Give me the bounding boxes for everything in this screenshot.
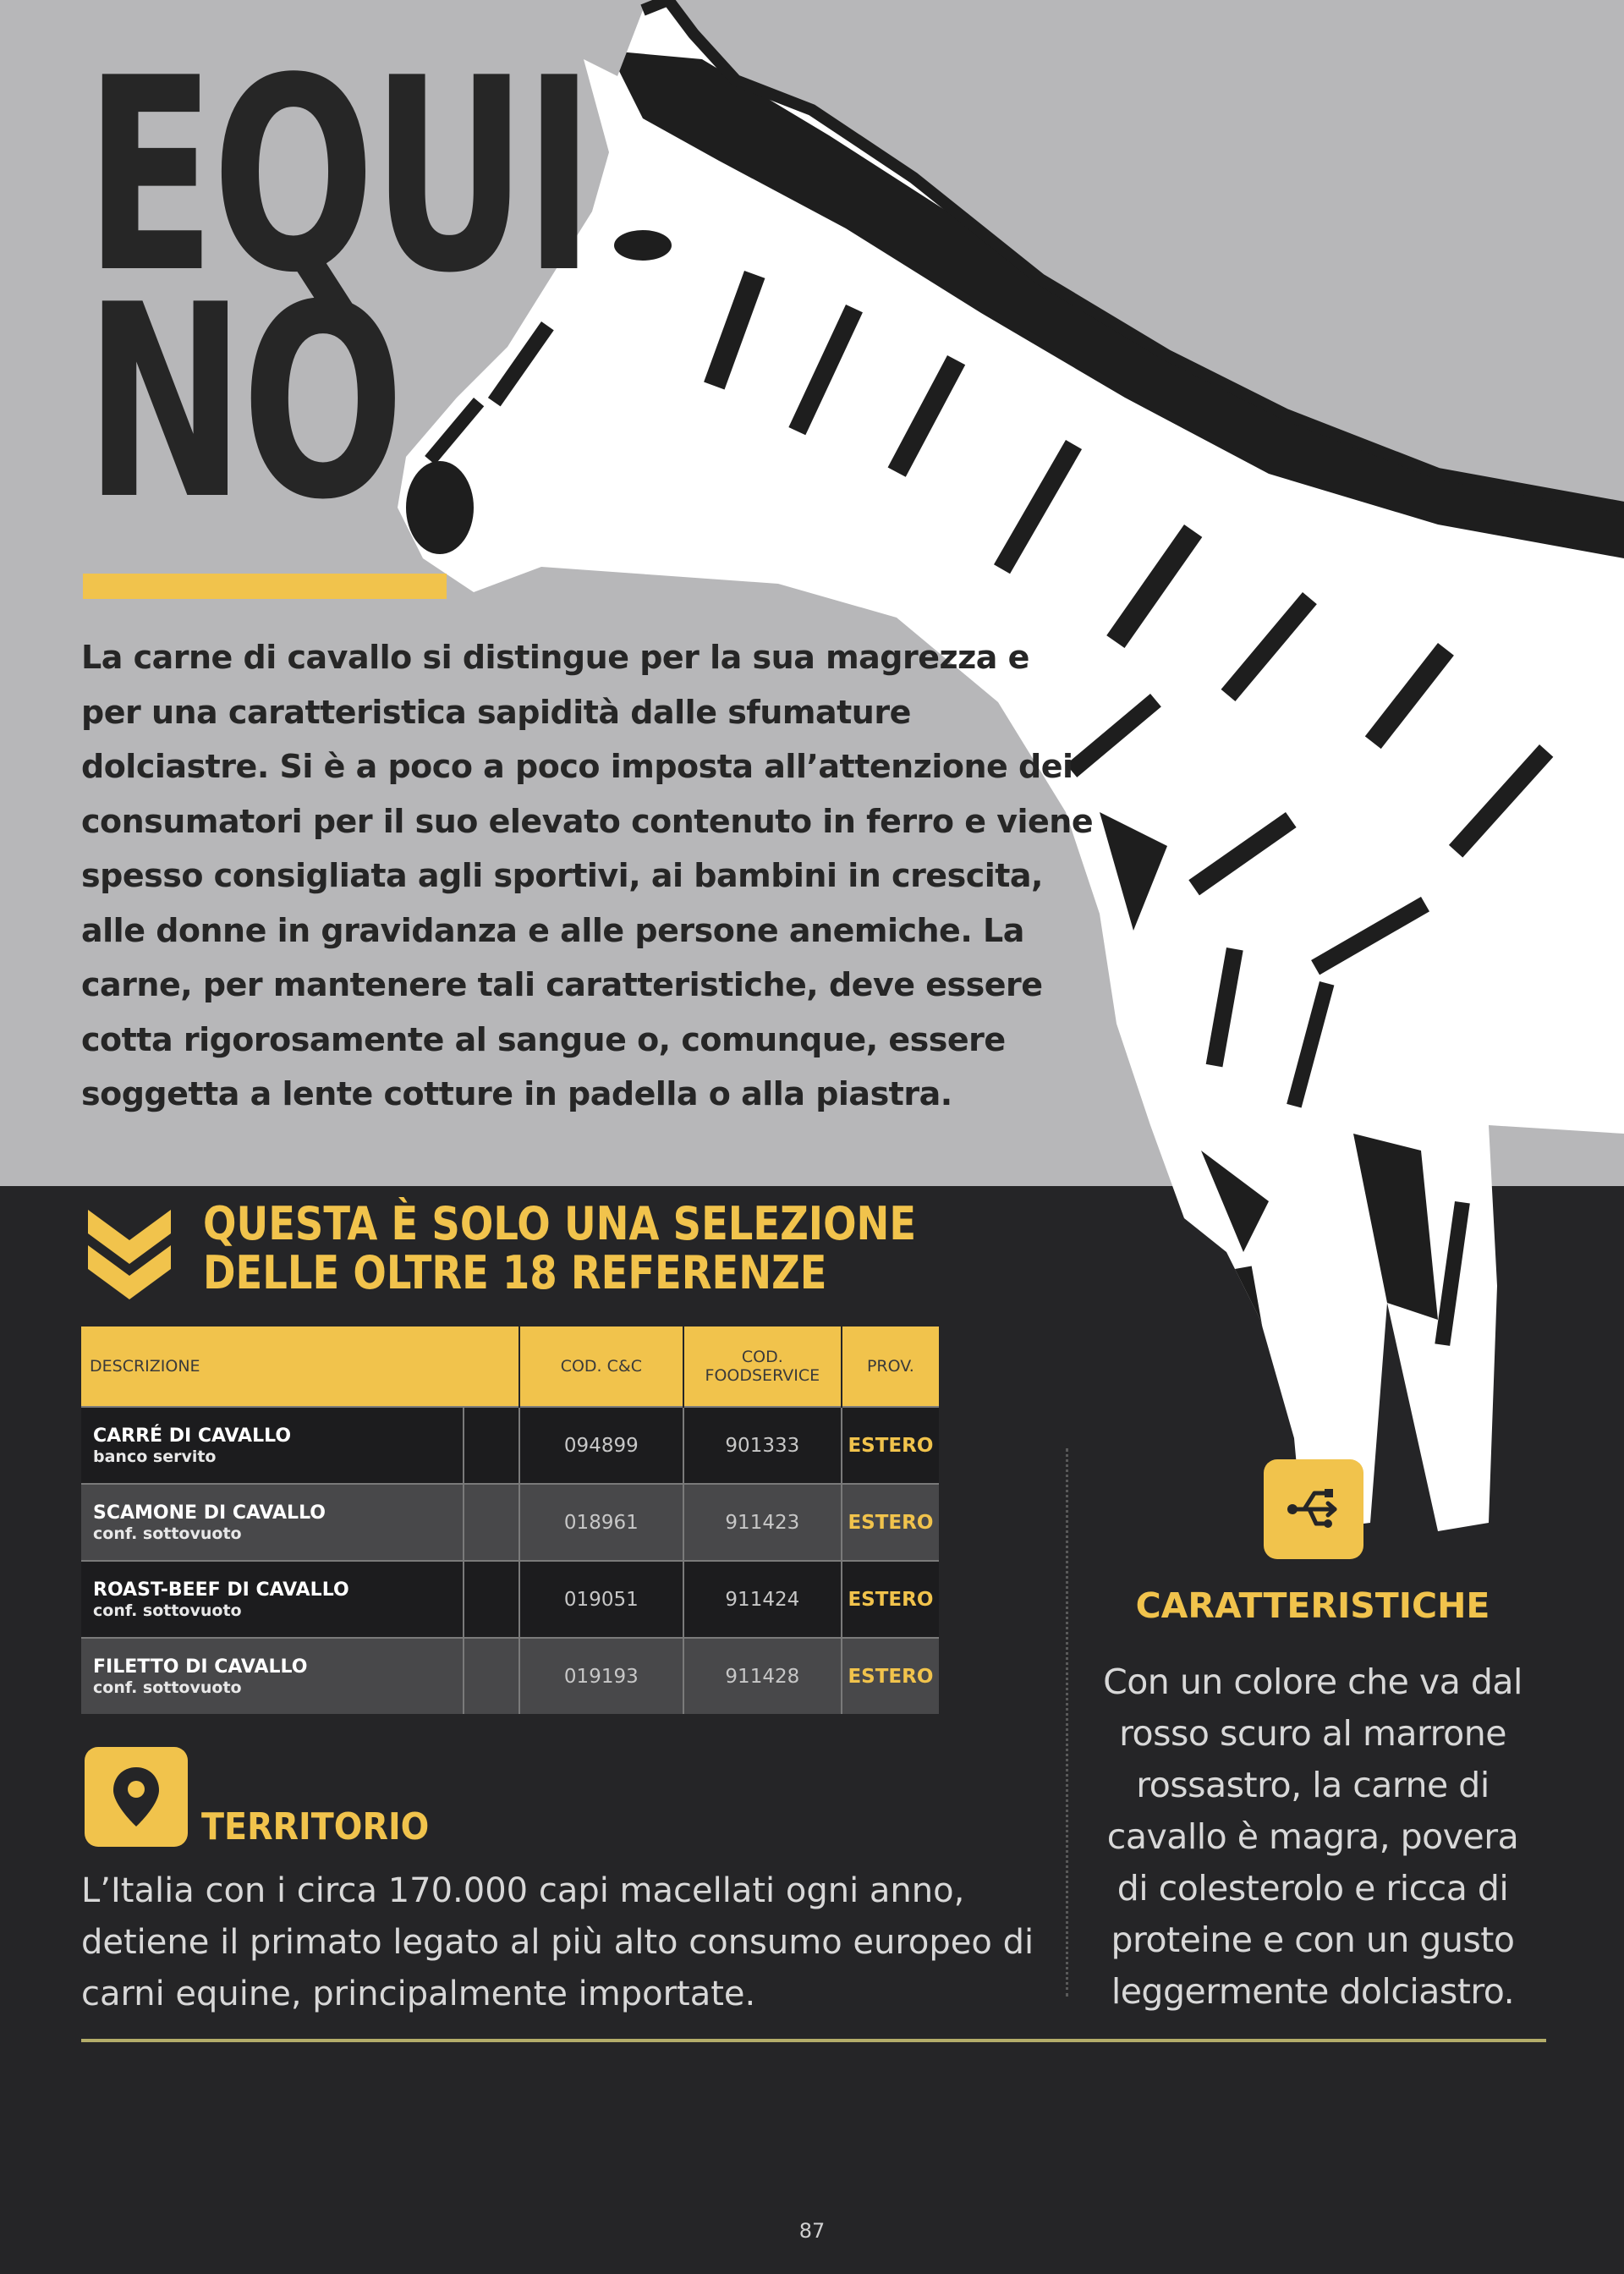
table-row (81, 1407, 939, 1484)
caratteristiche-heading: CARATTERISTICHE (1135, 1585, 1490, 1626)
row-spacer (464, 1407, 519, 1484)
row-description (81, 1407, 464, 1484)
row-cod-cc: 019193 (519, 1638, 683, 1714)
table-row (81, 1484, 939, 1561)
row-description (81, 1638, 464, 1714)
selection-heading-line-2: DELLE OLTRE 18 REFERENZE (203, 1246, 827, 1299)
header-descrizione: DESCRIZIONE (81, 1326, 519, 1407)
column-divider (1066, 1448, 1068, 1997)
product-name: SCAMONE DI CAVALLO (93, 1502, 326, 1524)
row-description (81, 1484, 464, 1561)
row-spacer (464, 1484, 519, 1561)
product-pack: conf. sottovuoto (93, 1524, 242, 1543)
product-pack: conf. sottovuoto (93, 1601, 242, 1620)
product-pack: conf. sottovuoto (93, 1678, 242, 1697)
row-cod-fs: 901333 (683, 1407, 842, 1484)
caratteristiche-paragraph: Con un colore che va dal rosso scuro al marrone rossastro, la carne di cavallo è magra, povera di colesterolo e ricca di proteine e con un gusto leggermente dolciastro. (1103, 1662, 1522, 2012)
row-cod-cc: 019051 (519, 1561, 683, 1638)
selection-heading-line-1: QUESTA È SOLO UNA SELEZIONE (203, 1197, 917, 1250)
territorio-paragraph: L’Italia con i circa 170.000 capi macellati ogni anno, detiene il primato legato al più alto consumo europeo di carni equine, principalmente importate. (81, 1871, 1034, 2013)
selection-heading (203, 1197, 917, 1299)
title-line-1: EQUI (85, 22, 592, 332)
row-cod-cc: 094899 (519, 1407, 683, 1484)
product-name: ROAST-BEEF DI CAVALLO (93, 1579, 349, 1601)
header-prov: PROV. (842, 1326, 939, 1407)
double-chevron-down-icon (83, 1201, 176, 1299)
territorio-heading: TERRITORIO (201, 1805, 430, 1848)
intro-paragraph: La carne di cavallo si distingue per la sua magrezza e per una caratteristica sapidità dalle sfumature dolciastre. Si è a poco a poco imposta all’attenzione dei consumatori per il suo elevato contenuto in ferro e viene spesso consigliata agli sportivi, ai bambini in crescita, alle donne in gravidanza e alle persone anemiche. La carne, per mantenere tali caratteristiche, deve essere cotta rigorosamente al sangue o, comunque, essere soggetta a lente cotture in padella o alla piastra. (81, 639, 1094, 1112)
product-name: FILETTO DI CAVALLO (93, 1656, 308, 1678)
table-header-row (81, 1326, 939, 1407)
page-title (85, 22, 592, 558)
location-pin-icon (85, 1747, 188, 1847)
row-prov: ESTERO (842, 1561, 939, 1638)
row-cod-fs: 911423 (683, 1484, 842, 1561)
table-row (81, 1638, 939, 1714)
header-cod-foodservice-line-2: FOODSERVICE (705, 1366, 820, 1385)
row-prov: ESTERO (842, 1407, 939, 1484)
row-cod-fs: 911424 (683, 1561, 842, 1638)
product-pack: banco servito (93, 1447, 217, 1466)
row-prov: ESTERO (842, 1484, 939, 1561)
page-number: 87 (798, 2219, 826, 2243)
title-underline (83, 574, 447, 599)
header-cod-foodservice-line-1: COD. (741, 1348, 783, 1366)
title-line-2: NO (85, 249, 401, 558)
row-spacer (464, 1561, 519, 1638)
row-cod-fs: 911428 (683, 1638, 842, 1714)
table-row (81, 1561, 939, 1638)
row-cod-cc: 018961 (519, 1484, 683, 1561)
header-cod-foodservice (683, 1326, 842, 1407)
share-network-icon (1264, 1459, 1363, 1559)
row-prov: ESTERO (842, 1638, 939, 1714)
row-description (81, 1561, 464, 1638)
row-spacer (464, 1638, 519, 1714)
bottom-divider (81, 2039, 1546, 2042)
product-name: CARRÉ DI CAVALLO (93, 1425, 292, 1447)
header-cod-cc: COD. C&C (519, 1326, 683, 1407)
products-table (81, 1326, 939, 1714)
